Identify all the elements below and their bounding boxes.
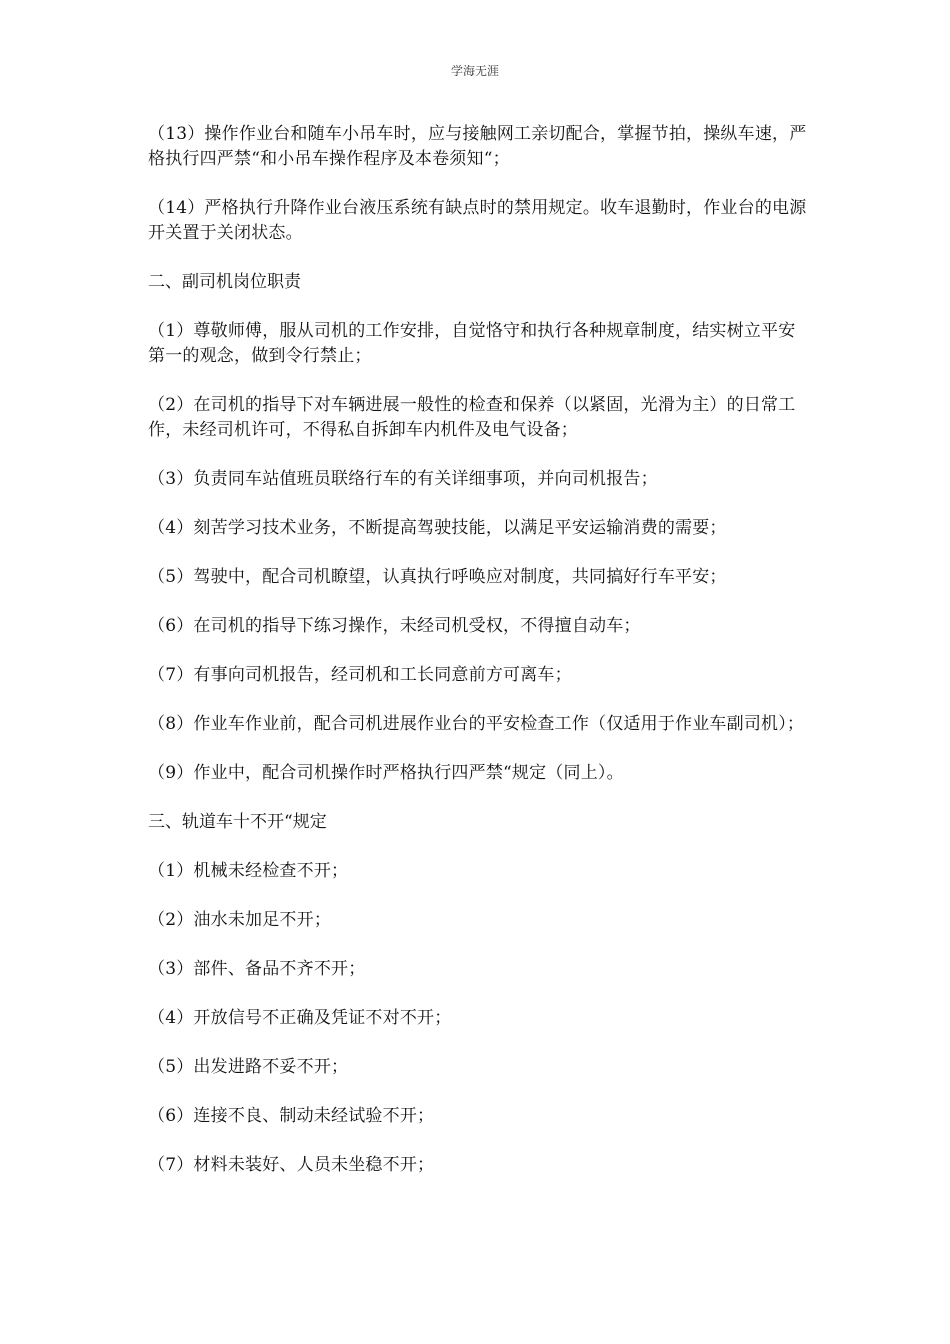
section-heading-ten-rules: 三、轨道车十不开“规定 bbox=[148, 812, 327, 832]
paragraph-rule-1: （1）机械未经检查不开； bbox=[148, 861, 349, 881]
paragraph-duty-14: （14）严格执行升降作业台液压系统有缺点时的禁用规定。收车退勤时，作业台的电源开关置于关闭状态。 bbox=[148, 198, 807, 243]
paragraph-assistant-2: （2）在司机的指导下对车辆进展一般性的检查和保养（以紧固，光滑为主）的日常工作，未经司机许可，不得私自拆卸车内机件及电气设备； bbox=[148, 395, 796, 440]
paragraph-assistant-3: （3）负责同车站值班员联络行车的有关详细事项，并向司机报告； bbox=[148, 469, 658, 489]
paragraph-assistant-6: （6）在司机的指导下练习操作，未经司机受权，不得擅自动车； bbox=[148, 616, 641, 636]
paragraph-assistant-1: （1）尊敬师傅，服从司机的工作安排，自觉恪守和执行各种规章制度，结实树立平安第一的观念，做到令行禁止； bbox=[148, 321, 796, 366]
paragraph-rule-5: （5）出发进路不妥不开； bbox=[148, 1057, 349, 1077]
paragraph-rule-7: （7）材料未装好、人员未坐稳不开； bbox=[148, 1155, 435, 1175]
paragraph-assistant-8: （8）作业车作业前，配合司机进展作业台的平安检查工作（仅适用于作业车副司机）； bbox=[148, 714, 805, 734]
paragraph-rule-6: （6）连接不良、制动未经试验不开； bbox=[148, 1106, 435, 1126]
page-header: 学海无涯 bbox=[450, 64, 499, 78]
section-heading-assistant-driver: 二、副司机岗位职责 bbox=[148, 272, 301, 292]
paragraph-rule-2: （2）油水未加足不开； bbox=[148, 910, 332, 930]
paragraph-assistant-4: （4）刻苦学习技术业务，不断提高驾驶技能，以满足平安运输消费的需要； bbox=[148, 518, 727, 538]
paragraph-rule-4: （4）开放信号不正确及凭证不对不开； bbox=[148, 1008, 452, 1028]
paragraph-assistant-7: （7）有事向司机报告，经司机和工长同意前方可离车； bbox=[148, 665, 572, 685]
paragraph-assistant-9: （9）作业中，配合司机操作时严格执行四严禁“规定（同上）。 bbox=[148, 763, 624, 783]
paragraph-rule-3: （3）部件、备品不齐不开； bbox=[148, 959, 366, 979]
document-body bbox=[148, 122, 808, 1202]
paragraph-assistant-5: （5）驾驶中，配合司机瞭望，认真执行呼唤应对制度，共同搞好行车平安； bbox=[148, 567, 727, 587]
paragraph-duty-13: （13）操作作业台和随车小吊车时，应与接触网工亲切配合，掌握节拍，操纵车速，严格执行四严禁“和小吊车操作程序及本卷须知“； bbox=[148, 124, 807, 169]
